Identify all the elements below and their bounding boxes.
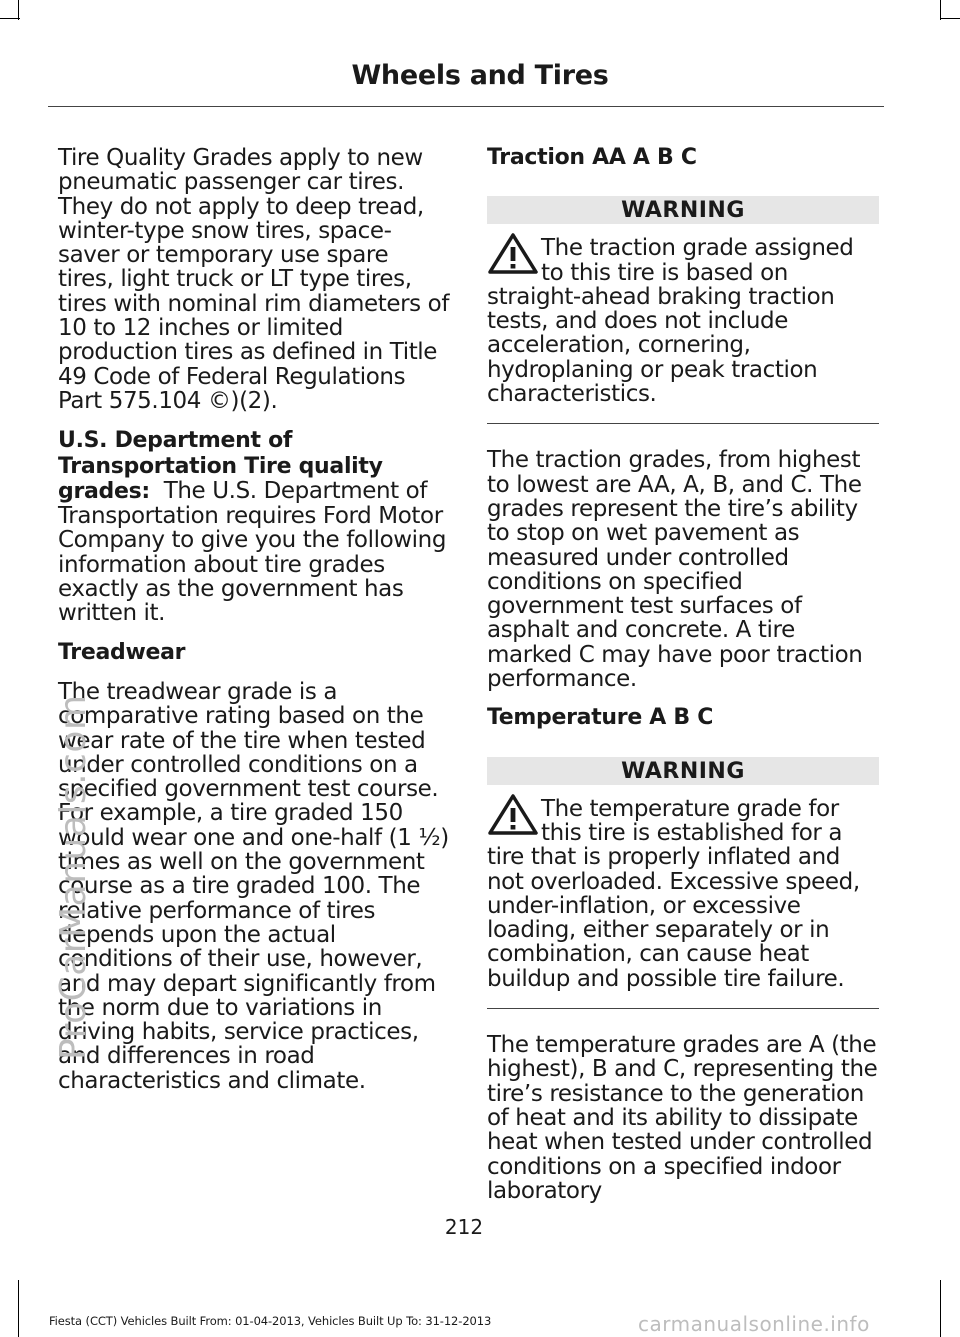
- warning-divider: [487, 1008, 879, 1009]
- us-dot-text: The U.S. Department of Transportation requires Ford Motor Company to give you the following information about tire grades exactly as the government has written it.: [58, 477, 447, 627]
- warning-triangle-icon: [487, 232, 539, 276]
- crop-mark: [18, 1280, 19, 1337]
- traction-warning-text: The traction grade assigned to this tire is based on straight-ahead braking traction tests, and does not include acceleration, cornering, hydroplaning or peak traction characteristics.: [487, 235, 854, 408]
- treadwear-heading: Treadwear: [58, 639, 186, 665]
- warning-divider: [487, 423, 879, 424]
- traction-warning: [487, 236, 879, 406]
- watermark-bottom: carmanualsonline.info: [638, 1312, 870, 1336]
- crop-mark: [940, 1280, 941, 1337]
- temperature-paragraph: The temperature grades are A (the highest), B and C, representing the tire’s resistance to the generation of heat and its ability to dissipate heat when tested under controlled conditions on a specified indoor laboratory: [487, 1032, 878, 1204]
- crop-mark: [940, 18, 960, 19]
- right-column: [487, 146, 879, 1203]
- treadwear-paragraph: The treadwear grade is a comparative rating based on the wear rate of the tire when tested under controlled conditions on a specified government test course. For example, a tire graded 150 would wear one and one-half (1 ½) times as well on the government course as a tire graded 100. The relative performance of tires depends upon the actual conditions of their use, however, and may depart significantly from the norm due to variations in driving habits, service practices, and differences in road characteristics and climate.: [58, 678, 449, 1094]
- left-column: [58, 146, 450, 1093]
- traction-warning-bar: WARNING: [487, 196, 879, 224]
- footer-vehicle-info: Fiesta (CCT) Vehicles Built From: 01-04-2013, Vehicles Built Up To: 31-12-2013: [49, 1314, 492, 1328]
- temperature-heading: Temperature A B C: [487, 705, 714, 731]
- watermark-side: ProCarManuals.com: [53, 694, 94, 1060]
- crop-mark: [18, 0, 19, 20]
- header-divider: [48, 106, 884, 107]
- temperature-warning-bar: WARNING: [487, 757, 879, 785]
- temperature-warning-text: The temperature grade for this tire is established for a tire that is properly inflated and not overloaded. Excessive speed, under-inflation, or excessive loading, either separately or in combination, can cause heat buildup and possible tire failure.: [487, 795, 860, 992]
- crop-mark: [0, 18, 20, 19]
- traction-paragraph: The traction grades, from highest to lowest are AA, A, B, and C. The grades represent the tire’s ability to stop on wet pavement as measured under controlled conditions on specified government test surfaces of asphalt and concrete. A tire marked C may have poor traction performance.: [487, 447, 863, 693]
- warning-triangle-icon: [487, 793, 539, 837]
- page-title: Wheels and Tires: [351, 60, 609, 91]
- traction-heading: Traction AA A B C: [487, 145, 697, 170]
- us-dot-heading: U.S. Department of Transportation Tire quality grades:: [58, 428, 383, 504]
- us-dot-paragraph: [58, 428, 450, 625]
- page-number: 212: [444, 1215, 484, 1239]
- temperature-warning: [487, 797, 879, 991]
- crop-mark: [940, 0, 941, 20]
- intro-paragraph: Tire Quality Grades apply to new pneumatic passenger car tires. They do not apply to deep tread, winter-type snow tires, space-saver or temporary use spare tires, light truck or LT type tires, tires with nominal rim diameters of 10 to 12 inches or limited production tires as defined in Title 49 Code of Federal Regulations Part 575.104 ©)(2).: [58, 145, 450, 414]
